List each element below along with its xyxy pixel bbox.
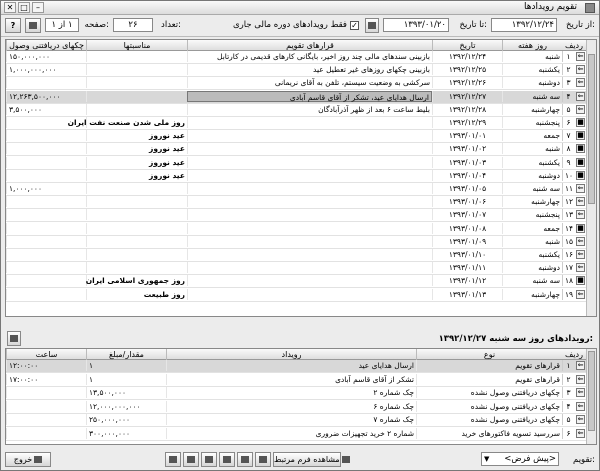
table-row[interactable] bbox=[6, 209, 586, 222]
report-button[interactable] bbox=[183, 452, 199, 467]
checks-cell: ۳,۵۰۰,۰۰۰ bbox=[6, 104, 86, 115]
row-box-icon[interactable]: ■ bbox=[577, 131, 584, 140]
detail-scroll-thumb[interactable] bbox=[588, 351, 595, 431]
date-cell: ۱۳۹۲/۱۲/۲۶ bbox=[432, 77, 502, 88]
weekday-cell: چهارشنبه bbox=[502, 289, 562, 300]
row-arrow-icon[interactable]: ⇐ bbox=[577, 197, 584, 206]
table-row[interactable] bbox=[6, 289, 586, 302]
weekday-cell: جمعه bbox=[502, 130, 562, 141]
event-cell: چک شماره ۷ bbox=[166, 414, 416, 425]
weekday-cell: چهارشنبه bbox=[502, 196, 562, 207]
row-box-icon[interactable]: ■ bbox=[577, 118, 584, 126]
checks-cell bbox=[6, 209, 86, 220]
scroll-thumb[interactable] bbox=[588, 54, 595, 204]
detail-row-number: ۶ bbox=[562, 428, 574, 439]
printer-icon bbox=[29, 22, 37, 29]
table-row[interactable] bbox=[6, 143, 586, 156]
to-date-label: تا تاریخ: bbox=[459, 20, 487, 30]
row-number: ۱۰ bbox=[562, 170, 574, 181]
row-box-icon[interactable]: ■ bbox=[577, 223, 584, 232]
event-cell: چک شماره ۲ bbox=[166, 387, 416, 398]
date-cell: ۱۳۹۳/۰۱/۰۱ bbox=[432, 130, 502, 141]
event-cell[interactable]: ارسال هدایای عید، تشکر از آقای قاسم آبادی bbox=[187, 91, 432, 102]
amount-cell: ۱ bbox=[86, 374, 166, 385]
event-cell[interactable] bbox=[187, 183, 432, 194]
type-cell: قرارهای تقویم bbox=[416, 374, 562, 385]
time-cell bbox=[6, 401, 86, 412]
col-event[interactable]: رویداد bbox=[166, 349, 416, 360]
list-button[interactable] bbox=[237, 452, 253, 467]
row-arrow-icon[interactable]: ⇐ bbox=[577, 388, 584, 396]
checks-cell: ۱,۰۰۰,۰۰۰ bbox=[6, 183, 86, 194]
time-cell bbox=[6, 387, 86, 398]
col-time[interactable]: ساعت bbox=[6, 349, 86, 360]
date-cell: ۱۳۹۳/۰۱/۱۰ bbox=[432, 249, 502, 260]
occasion-cell bbox=[86, 262, 187, 273]
maximize-window-button[interactable]: □ bbox=[18, 2, 30, 13]
main-calendar-grid bbox=[5, 39, 597, 317]
col-detail-row[interactable]: ردیف bbox=[565, 350, 583, 359]
date-cell: ۱۳۹۳/۰۱/۰۵ bbox=[432, 183, 502, 194]
weekday-cell: دوشنبه bbox=[502, 170, 562, 181]
row-arrow-icon[interactable]: ⇐ bbox=[577, 374, 584, 383]
event-cell[interactable] bbox=[187, 170, 432, 181]
col-checks[interactable]: چکهای دریافتنی وصول bbox=[6, 40, 86, 51]
print-button[interactable] bbox=[25, 18, 41, 33]
chevron-down-icon: ▼ bbox=[484, 455, 490, 463]
detail-row-number: ۲ bbox=[562, 374, 574, 385]
time-cell: ۱۷:۰۰:۰۰ bbox=[6, 374, 86, 385]
fiscal-only-checkbox[interactable]: ✓ bbox=[351, 21, 358, 30]
event-cell[interactable] bbox=[187, 249, 432, 260]
calendar-select-value: <پیش فرض> bbox=[504, 454, 556, 464]
occasion-cell bbox=[86, 183, 187, 194]
row-number: ۱۵ bbox=[562, 236, 574, 247]
settings-button[interactable] bbox=[255, 452, 271, 467]
event-cell[interactable] bbox=[187, 262, 432, 273]
main-grid-header bbox=[6, 40, 586, 51]
count-value: ۲۶ bbox=[113, 18, 153, 32]
title-bar bbox=[1, 1, 599, 15]
row-number: ۵ bbox=[562, 104, 574, 115]
weekday-cell: سه شنبه bbox=[502, 275, 562, 286]
weekday-cell: شنبه bbox=[502, 236, 562, 247]
weekday-cell: یکشنبه bbox=[502, 64, 562, 75]
events-day-label: رویدادهای روز سه شنبه ۱۳۹۲/۱۲/۲۷: bbox=[438, 334, 593, 344]
event-cell[interactable] bbox=[187, 196, 432, 207]
table-row[interactable] bbox=[6, 275, 586, 288]
table-row[interactable] bbox=[6, 249, 586, 262]
row-number: ۴ bbox=[562, 91, 574, 102]
weekday-cell: پنجشنبه bbox=[502, 117, 562, 128]
occasion-cell: عید نوروز bbox=[86, 157, 187, 168]
checks-cell bbox=[6, 157, 86, 168]
app-icon bbox=[585, 3, 595, 13]
detail-row-number: ۵ bbox=[562, 414, 574, 425]
event-cell[interactable] bbox=[187, 289, 432, 300]
weekday-cell: دوشنبه bbox=[502, 262, 562, 273]
list-icon bbox=[241, 456, 249, 463]
checks-cell bbox=[6, 77, 86, 88]
form-icon bbox=[342, 456, 350, 463]
filter-toolbar bbox=[1, 15, 599, 37]
table-row[interactable] bbox=[6, 236, 586, 249]
col-amount[interactable]: مقدار/مبلغ bbox=[86, 349, 166, 360]
page-label: صفحه: bbox=[84, 20, 109, 30]
table-row[interactable] bbox=[6, 157, 586, 170]
row-arrow-icon[interactable]: ⇐ bbox=[577, 65, 584, 74]
to-date-input[interactable]: ۱۳۹۳/۰۱/۲۰ bbox=[383, 18, 449, 32]
occasion-cell bbox=[86, 64, 187, 75]
row-arrow-icon[interactable]: ⇐ bbox=[577, 263, 584, 272]
date-cell: ۱۳۹۲/۱۲/۲۸ bbox=[432, 104, 502, 115]
occasion-cell bbox=[86, 209, 187, 220]
page-value: ۱ از ۱ bbox=[45, 18, 79, 32]
checks-cell bbox=[6, 117, 86, 128]
count-label: تعداد: bbox=[161, 20, 181, 30]
type-cell: چکهای دریافتنی وصول نشده bbox=[416, 414, 562, 425]
row-arrow-icon[interactable]: ⇐ bbox=[577, 415, 584, 423]
row-box-icon[interactable]: ■ bbox=[577, 276, 584, 285]
export-icon bbox=[169, 456, 177, 463]
row-arrow-icon[interactable]: ⇐ bbox=[577, 361, 584, 369]
weekday-cell: یکشنبه bbox=[502, 157, 562, 168]
list-item[interactable] bbox=[6, 414, 586, 427]
main-grid-scrollbar[interactable] bbox=[586, 40, 596, 316]
view-form-label: مشاهده فرم مرتبط bbox=[274, 455, 340, 464]
occasion-cell bbox=[86, 196, 187, 207]
checks-cell bbox=[6, 143, 86, 154]
help-button[interactable]: ? bbox=[5, 18, 21, 33]
occasion-cell bbox=[86, 249, 187, 260]
occasion-cell: روز طبیعت bbox=[86, 289, 187, 300]
date-cell: ۱۳۹۳/۰۱/۰۸ bbox=[432, 223, 502, 234]
col-date[interactable]: تاریخ bbox=[432, 40, 502, 51]
date-cell: ۱۳۹۳/۰۱/۰۲ bbox=[432, 143, 502, 154]
list-item[interactable] bbox=[6, 387, 586, 400]
table-row[interactable] bbox=[6, 51, 586, 64]
date-cell: ۱۳۹۳/۰۱/۰۶ bbox=[432, 196, 502, 207]
row-arrow-icon[interactable]: ⇐ bbox=[577, 184, 584, 192]
weekday-cell: شنبه bbox=[502, 143, 562, 154]
event-cell: ارسال هدایای عید bbox=[166, 360, 416, 371]
row-box-icon[interactable]: ■ bbox=[577, 144, 584, 153]
event-cell[interactable]: بلیط ساعت ۶ بعد از ظهر آذرآبادگان bbox=[187, 104, 432, 115]
row-number: ۸ bbox=[562, 143, 574, 154]
row-arrow-icon[interactable]: ⇐ bbox=[577, 401, 584, 410]
window-title: تقویم رویدادها bbox=[524, 2, 577, 12]
row-box-icon[interactable]: ■ bbox=[577, 170, 584, 179]
weekday-cell: سه شنبه bbox=[502, 91, 562, 102]
exit-icon bbox=[34, 456, 42, 463]
col-occasions[interactable]: مناسبتها bbox=[86, 40, 187, 51]
calendar-select[interactable] bbox=[481, 452, 559, 466]
col-row[interactable]: ردیف bbox=[565, 41, 583, 50]
checks-cell bbox=[6, 289, 86, 300]
detail-row-number: ۳ bbox=[562, 387, 574, 398]
time-cell bbox=[6, 414, 86, 425]
list-item[interactable] bbox=[6, 360, 586, 373]
report-icon bbox=[187, 456, 195, 463]
event-cell[interactable]: بازبینی چکهای روزهای غیر تعطیل عید bbox=[187, 64, 432, 75]
exit-label: خروج bbox=[13, 455, 33, 464]
notes-button[interactable] bbox=[7, 331, 21, 346]
occasion-cell bbox=[86, 51, 187, 62]
row-number: ۱۶ bbox=[562, 249, 574, 260]
table-row[interactable] bbox=[6, 183, 586, 196]
weekday-cell: یکشنبه bbox=[502, 249, 562, 260]
occasion-cell bbox=[86, 91, 187, 102]
row-arrow-icon[interactable]: ⇐ bbox=[577, 250, 584, 258]
row-arrow-icon[interactable]: ⇐ bbox=[577, 91, 584, 100]
detail-grid-scrollbar[interactable] bbox=[586, 349, 596, 444]
fiscal-only-label: فقط رویدادهای دوره مالی جاری bbox=[232, 20, 347, 30]
row-arrow-icon[interactable]: ⇐ bbox=[577, 428, 584, 437]
time-cell bbox=[6, 428, 86, 439]
table-row[interactable] bbox=[6, 64, 586, 77]
view-related-form-button[interactable] bbox=[273, 452, 341, 467]
amount-cell: ۱۲,۰۰۰,۰۰۰,۰۰۰ bbox=[86, 401, 166, 412]
checks-cell bbox=[6, 262, 86, 273]
row-number: ۳ bbox=[562, 77, 574, 88]
detail-row-number: ۱ bbox=[562, 360, 574, 371]
table-row[interactable] bbox=[6, 223, 586, 236]
settings-icon bbox=[259, 456, 267, 463]
date-cell: ۱۳۹۲/۱۲/۲۹ bbox=[432, 117, 502, 128]
row-box-icon[interactable]: ■ bbox=[577, 157, 584, 166]
occasion-cell bbox=[86, 77, 187, 88]
row-number: ۶ bbox=[562, 117, 574, 128]
close-window-button[interactable]: ✕ bbox=[4, 2, 16, 13]
row-arrow-icon[interactable]: ⇐ bbox=[577, 210, 584, 219]
detail-grid-header bbox=[6, 349, 586, 360]
date-cell: ۱۳۹۳/۰۱/۱۳ bbox=[432, 289, 502, 300]
row-number: ۱ bbox=[562, 51, 574, 62]
weekday-cell: جمعه bbox=[502, 223, 562, 234]
row-arrow-icon[interactable]: ⇐ bbox=[577, 289, 584, 298]
date-cell: ۱۳۹۲/۱۲/۲۷ bbox=[432, 91, 502, 102]
weekday-cell: پنجشنبه bbox=[502, 209, 562, 220]
weekday-cell: دوشنبه bbox=[502, 77, 562, 88]
row-number: ۱۷ bbox=[562, 262, 574, 273]
occasion-cell bbox=[86, 104, 187, 115]
row-number: ۱۹ bbox=[562, 289, 574, 300]
row-arrow-icon[interactable]: ⇐ bbox=[577, 104, 584, 113]
event-cell[interactable]: سرکشی به وضعیت سیستم، تلفن به آقای نریمانی bbox=[187, 77, 432, 88]
export-button[interactable] bbox=[165, 452, 181, 467]
copy-button[interactable] bbox=[201, 452, 217, 467]
occasion-cell: روز جمهوری اسلامی ایران bbox=[85, 276, 185, 286]
calendar-icon bbox=[368, 22, 376, 29]
weekday-cell: سه شنبه bbox=[502, 183, 562, 194]
checks-cell: ۱۵۰,۰۰۰,۰۰۰ bbox=[6, 51, 86, 62]
event-cell[interactable] bbox=[187, 130, 432, 141]
list-item[interactable] bbox=[6, 401, 586, 414]
copy-icon bbox=[205, 456, 213, 463]
table-row[interactable] bbox=[6, 130, 586, 143]
event-cell: شماره ۲ خرید تجهیزات ضروری bbox=[166, 428, 416, 439]
calendar-label: تقویم: bbox=[573, 455, 595, 465]
notes-icon bbox=[10, 335, 18, 342]
row-number: ۲ bbox=[562, 64, 574, 75]
table-row[interactable] bbox=[6, 117, 586, 130]
occasion-cell: عید نوروز bbox=[86, 143, 187, 154]
checks-cell bbox=[6, 196, 86, 207]
amount-cell: ۱۳,۵۰۰,۰۰۰ bbox=[86, 387, 166, 398]
checks-cell bbox=[6, 223, 86, 234]
row-number: ۱۳ bbox=[562, 209, 574, 220]
table-row[interactable] bbox=[6, 91, 586, 104]
detail-row-number: ۴ bbox=[562, 401, 574, 412]
exit-button[interactable] bbox=[5, 452, 51, 467]
table-row[interactable] bbox=[6, 170, 586, 183]
amount-cell: ۲۵۰,۰۰۰,۰۰۰ bbox=[86, 414, 166, 425]
weekday-cell: چهارشنبه bbox=[502, 104, 562, 115]
row-number: ۱۱ bbox=[562, 183, 574, 194]
table-row[interactable] bbox=[6, 77, 586, 90]
from-date-label: از تاریخ: bbox=[566, 20, 595, 30]
event-cell[interactable] bbox=[187, 143, 432, 154]
table-row[interactable] bbox=[6, 104, 586, 117]
date-cell: ۱۳۹۳/۰۱/۱۱ bbox=[432, 262, 502, 273]
date-cell: ۱۳۹۳/۰۱/۱۲ bbox=[432, 275, 502, 286]
event-cell[interactable]: بازبینی سندهای مالی چند روز اخیر، بایگانی کارهای قدیمی در کارتابل bbox=[187, 51, 432, 62]
list-item[interactable] bbox=[6, 428, 586, 441]
date-cell: ۱۳۹۲/۱۲/۲۴ bbox=[432, 51, 502, 62]
occasion-cell: روز ملی شدن صنعت نفت ایران bbox=[67, 118, 185, 127]
row-number: ۱۸ bbox=[562, 275, 574, 286]
row-number: ۱۲ bbox=[562, 196, 574, 207]
checks-cell bbox=[6, 170, 86, 181]
event-cell[interactable] bbox=[187, 209, 432, 220]
calendar-view-button[interactable] bbox=[219, 452, 235, 467]
date-cell: ۱۳۹۳/۰۱/۰۳ bbox=[432, 157, 502, 168]
type-cell: چکهای دریافتنی وصول نشده bbox=[416, 401, 562, 412]
table-row[interactable] bbox=[6, 262, 586, 275]
date-cell: ۱۳۹۳/۰۱/۰۹ bbox=[432, 236, 502, 247]
checks-cell: ۱,۰۰۰,۰۰۰,۰۰۰ bbox=[6, 64, 86, 75]
date-picker-button[interactable] bbox=[365, 18, 379, 33]
occasion-cell: عید نوروز bbox=[86, 170, 187, 181]
bottom-bar bbox=[1, 452, 599, 466]
row-number: ۹ bbox=[562, 157, 574, 168]
event-cell: چک شماره ۶ bbox=[166, 401, 416, 412]
row-arrow-icon[interactable]: ⇐ bbox=[577, 236, 584, 245]
row-number: ۱۴ bbox=[562, 223, 574, 234]
event-cell[interactable] bbox=[187, 117, 432, 128]
event-cell[interactable] bbox=[187, 157, 432, 168]
amount-cell: ۳۰۰,۰۰۰,۰۰۰ bbox=[86, 428, 166, 439]
date-cell: ۱۳۹۲/۱۲/۲۵ bbox=[432, 64, 502, 75]
row-arrow-icon[interactable]: ⇐ bbox=[577, 52, 584, 60]
amount-cell: ۱ bbox=[86, 360, 166, 371]
minimize-window-button[interactable]: – bbox=[32, 2, 44, 13]
date-cell: ۱۳۹۳/۰۱/۰۴ bbox=[432, 170, 502, 181]
time-cell: ۱۲:۰۰:۰۰ bbox=[6, 360, 86, 371]
event-cell[interactable] bbox=[187, 236, 432, 247]
day-events-grid bbox=[5, 348, 597, 445]
occasion-cell bbox=[86, 236, 187, 247]
checks-cell bbox=[6, 275, 86, 286]
checks-cell bbox=[6, 130, 86, 141]
date-cell: ۱۳۹۳/۰۱/۰۷ bbox=[432, 209, 502, 220]
type-cell: چکهای دریافتنی وصول نشده bbox=[416, 387, 562, 398]
checks-cell bbox=[6, 236, 86, 247]
list-item[interactable] bbox=[6, 374, 586, 387]
type-cell: سررسید تسویه فاکتورهای خرید bbox=[416, 428, 562, 439]
weekday-cell: شنبه bbox=[502, 51, 562, 62]
row-number: ۷ bbox=[562, 130, 574, 141]
row-arrow-icon[interactable]: ⇐ bbox=[577, 78, 584, 87]
col-type[interactable]: نوع bbox=[416, 349, 562, 360]
occasion-cell: عید نوروز bbox=[86, 130, 187, 141]
occasion-cell bbox=[86, 223, 187, 234]
checks-cell bbox=[6, 249, 86, 260]
from-date-input[interactable]: ۱۳۹۲/۱۲/۲۴ bbox=[491, 18, 557, 32]
event-cell[interactable] bbox=[187, 275, 432, 286]
checks-cell: ۱۲,۲۶۳,۵۰۰,۰۰۰ bbox=[6, 91, 86, 102]
event-cell: تشکر از آقای قاسم آبادی bbox=[166, 374, 416, 385]
event-cell[interactable] bbox=[187, 223, 432, 234]
calendar-icon bbox=[223, 456, 231, 463]
table-row[interactable] bbox=[6, 196, 586, 209]
col-weekday[interactable]: روز هفته bbox=[502, 40, 562, 51]
type-cell: قرارهای تقویم bbox=[416, 360, 562, 371]
col-events[interactable]: قرارهای تقویم bbox=[187, 40, 432, 51]
